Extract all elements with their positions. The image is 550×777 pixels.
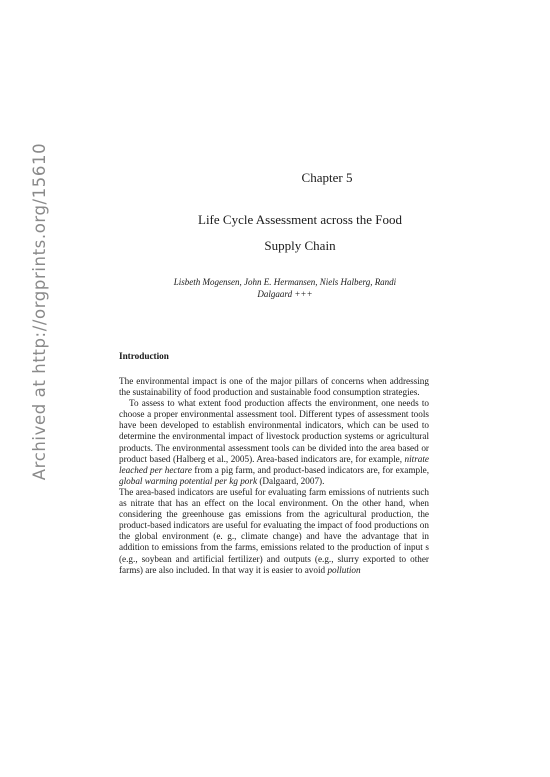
archive-stamp [24, 142, 56, 480]
archive-stamp-text: Archived at http://orgprints.org/15610 [30, 142, 50, 480]
paragraph-2-emphasis-1: nitrate leached per hectare [119, 453, 429, 475]
author-list-line-1: Lisbeth Mogensen, John E. Hermansen, Niels Halberg, Randi [173, 277, 397, 287]
chapter-title-line-1: Life Cycle Assessment across the Food [198, 212, 402, 227]
body-text [119, 376, 429, 576]
author-list-line-2: Dalgaard +++ [257, 289, 313, 299]
paragraph-2-part-a: To assess to what extent food production affects the environment, one needs to choose a proper environmental assessment tool. Different types of assessment tools have been developed to establish environmental indicators, which can be used to determine the environmental impact of livestock production systems or agricultural products. The environmental assessment tools can be divided into the area based or product based (Halberg et al., 2005). Area-based indicators are, for example, [119, 398, 429, 464]
paragraph-3-part-a: The area-based indicators are useful for evaluating farm emissions of nutrients such as nitrate that has an effect on the local environment. On the other hand, when considering the greenhouse gas emissions from the agricultural production, the product-based indicators are useful for evaluating the impact of food productions on the global environment (e. g., climate change) and have the advantage that in addition to emissions from the farms, emissions related to the production of input s (e.g., soybean and artificial fertilizer) and outputs (e.g., slurry exported to other farms) are also included. In that way it is easier to avoid [119, 486, 429, 575]
paragraph-2-part-b: from a pig farm, and product-based indicators are, for example, [191, 464, 429, 475]
paragraph-2 [119, 398, 429, 487]
chapter-title [155, 207, 445, 259]
chapter-title-line-2: Supply Chain [264, 238, 336, 253]
chapter-label: Chapter 5 [301, 170, 353, 185]
chapter-label-row [0, 170, 550, 186]
author-list [140, 276, 430, 300]
paragraph-2-part-c: (Dalgaard, 2007). [257, 475, 325, 486]
paragraph-3-emphasis: pollution [327, 564, 361, 575]
paragraph-1: The environmental impact is one of the major pillars of concerns when addressing the sustainability of food production and sustainable food consumption strategies. [119, 376, 429, 398]
paragraph-3 [119, 487, 429, 576]
paragraph-2-emphasis-2: global warming potential per kg pork [119, 475, 258, 486]
section-heading: Introduction [119, 351, 169, 361]
